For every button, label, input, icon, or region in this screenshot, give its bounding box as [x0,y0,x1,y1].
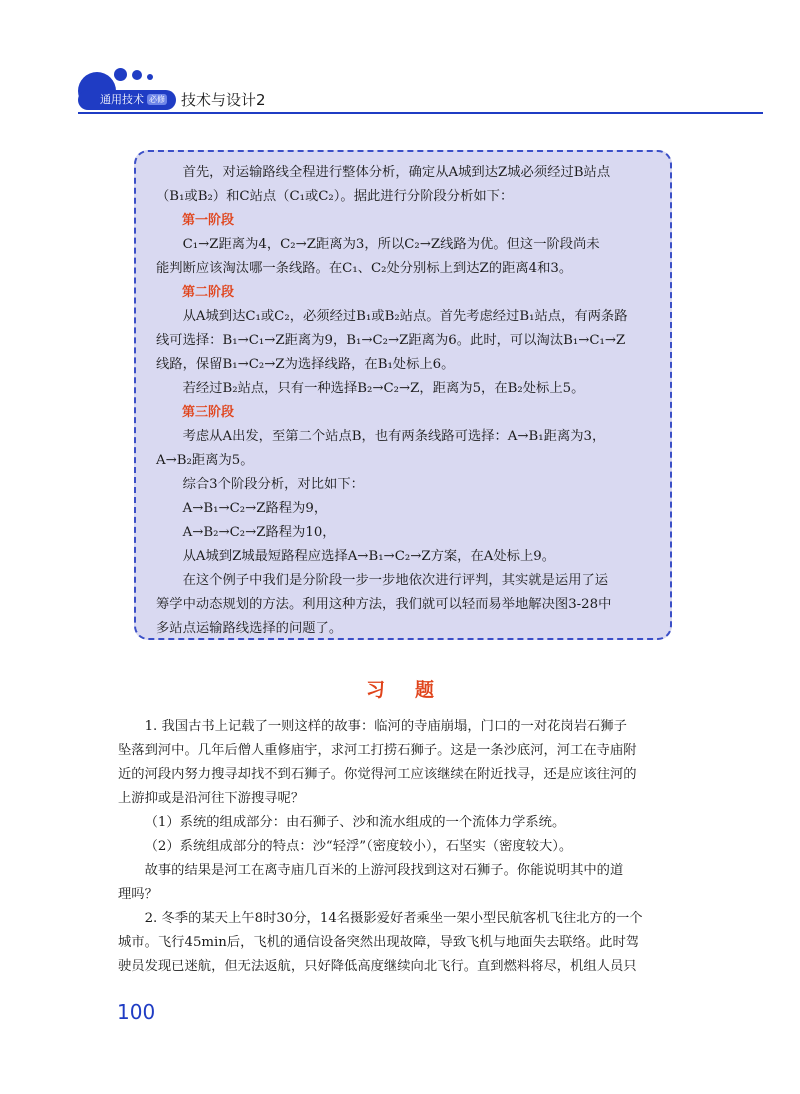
series-label [78,90,176,110]
page-number: 100 [117,1000,156,1024]
box-text: 考虑从A出发，至第二个站点B，也有两条线路可选择：A→B₁距离为3， [182,429,606,444]
header-dot-medium [114,68,127,81]
exercise-text: 理吗？ [118,887,158,902]
header-rule [78,112,763,114]
exercise-text: 坠落到河中。几年后僧人重修庙宇，求河工打捞石狮子。这是一条沙底河，河工在寺庙附 [118,743,637,758]
exercise-text: （2）系统组成部分的特点：沙“轻浮”（密度较小），石坚实（密度较大）。 [144,839,573,854]
box-text: 线可选择：B₁→C₁→Z距离为9，B₁→C₂→Z距离为6。此时，可以淘汰B₁→C₁→Z [156,333,626,348]
series-name: 通用技术 [100,93,144,106]
box-text: 首先，对运输路线全程进行整体分析，确定从A城到达Z城必须经过B站点 [182,165,611,180]
exercise-text: 近的河段内努力搜寻却找不到石狮子。你觉得河工应该继续在附近找寻，还是应该往河的 [118,767,637,782]
box-text: C₁→Z距离为4，C₂→Z距离为3，所以C₂→Z线路为优。但这一阶段尚未 [182,237,600,252]
box-text: A→B₂→C₂→Z路程为10， [182,525,336,540]
exercise-text: 故事的结果是河工在离寺庙几百米的上游河段找到这对石狮子。你能说明其中的道 [144,863,624,878]
header-dot-tiny [147,74,153,80]
box-text: 从A城到达C₁或C₂，必须经过B₁或B₂站点。首先考虑经过B₁站点，有两条路 [182,309,628,324]
exercise-text: （1）系统的组成部分：由石狮子、沙和流水组成的一个流体力学系统。 [144,815,566,830]
stage-heading-1: 第一阶段 [182,213,235,228]
exercises-body [118,715,673,979]
required-badge: 必修 [149,95,165,104]
box-text: 若经过B₂站点，只有一种选择B₂→C₂→Z，距离为5，在B₂处标上5。 [182,381,585,396]
box-text: 线路，保留B₁→C₂→Z为选择线路，在B₁处标上6。 [156,357,455,372]
exercise-text: 1. 我国古书上记载了一则这样的故事：临河的寺庙崩塌，门口的一对花岗岩石狮子 [144,719,627,734]
exercise-text: 上游抑或是沿河往下游搜寻呢？ [118,791,305,806]
example-box [134,150,672,640]
box-text: A→B₁→C₂→Z路程为9， [182,501,328,516]
box-text: 从A城到Z城最短路程应选择A→B₁→C₂→Z方案，在A处标上9。 [182,549,556,564]
box-text: 在这个例子中我们是分阶段一步一步地依次进行评判，其实就是运用了运 [182,573,609,588]
stage-heading-3: 第三阶段 [182,405,235,420]
exercise-text: 城市。飞行45min后，飞机的通信设备突然出现故障，导致飞机与地面失去联络。此时驾 [118,935,640,950]
box-text: 综合3个阶段分析，对比如下： [182,477,364,492]
stage-heading-2: 第二阶段 [182,285,235,300]
box-text: （B₁或B₂）和C站点（C₁或C₂）。据此进行分阶段分析如下： [156,189,514,204]
exercises-heading: 习题 [365,679,464,701]
header-dot-small [132,70,142,80]
book-title: 技术与设计2 [181,91,266,109]
exercise-text: 驶员发现已迷航，但无法返航，只好降低高度继续向北飞行。直到燃料将尽，机组人员只 [118,959,637,974]
exercise-text: 2. 冬季的某天上午8时30分，14名摄影爱好者乘坐一架小型民航客机飞往北方的一个 [144,911,643,926]
box-text: 筹学中动态规划的方法。利用这种方法，我们就可以轻而易举地解决图3-28中 [156,597,612,612]
box-text: 能判断应该淘汰哪一条线路。在C₁、C₂处分别标上到达Z的距离4和3。 [156,261,573,276]
box-text: A→B₂距离为5。 [156,453,254,468]
box-text: 多站点运输路线选择的问题了。 [156,621,343,636]
page-header [0,0,800,120]
